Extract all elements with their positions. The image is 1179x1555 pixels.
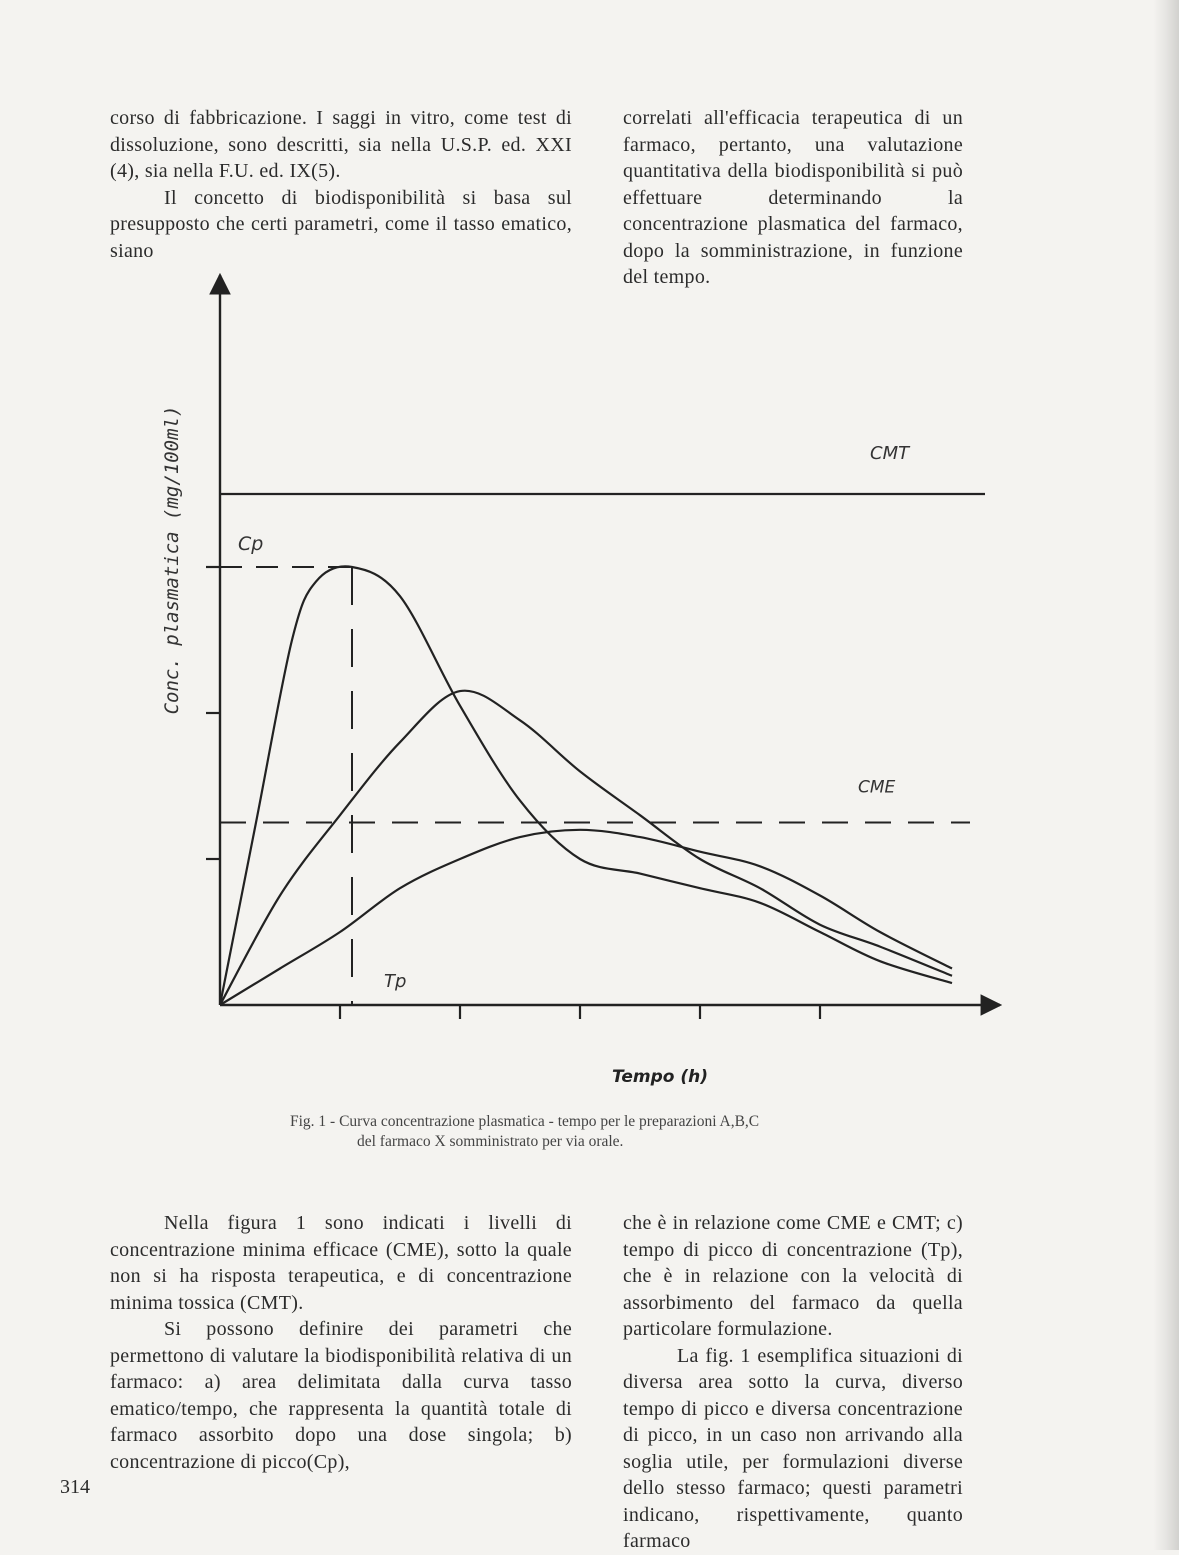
- concentration-time-chart: [150, 260, 1010, 1100]
- cme-label: CME: [858, 777, 896, 798]
- paragraph: corso di fabbricazione. I saggi in vitro, come test di dissoluzione, sono descritti, sia nella U.S.P. ed. XXI (4), sia nella F.U. ed. IX(5).: [110, 107, 572, 182]
- bottom-left-column: [110, 1210, 572, 1475]
- paragraph: La fig. 1 esemplifica situazioni di diversa area sotto la curva, diverso tempo di picco e diversa concentrazione di picco, in un caso non arrivando alla soglia utile, per formulazioni diverse dello stesso farmaco; questi parametri indicano, rispettivamente, quanto farmaco: [623, 1344, 963, 1552]
- cp-label: Cp: [238, 533, 264, 555]
- paragraph: Nella figura 1 sono indicati i livelli di concentrazione minima efficace (CME), sotto la quale non si ha risposta terapeutica, e di concentrazione minima tossica (CMT).: [110, 1212, 572, 1314]
- x-ticks: [340, 1005, 820, 1019]
- x-axis-label: Tempo (h): [611, 1067, 709, 1087]
- paragraph: Il concetto di biodisponibilità si basa sul presupposto che certi parametri, come il tasso ematico, siano: [110, 186, 572, 262]
- page-number: 314: [60, 1476, 90, 1498]
- tp-label: Tp: [384, 971, 407, 992]
- reference-lines: [220, 494, 985, 1005]
- top-left-column: [110, 105, 572, 264]
- curve-b: [220, 691, 952, 1005]
- page-edge-shadow: [1153, 0, 1179, 1550]
- figure-caption: [290, 1112, 910, 1152]
- bottom-right-column: [623, 1210, 963, 1555]
- curves: [220, 566, 952, 1005]
- cmt-label: CMT: [870, 443, 910, 464]
- paragraph: correlati all'efficacia terapeutica di un farmaco, pertanto, una valutazione quantitativa della biodisponibilità si può effettuare determinando la concentrazione plasmatica del farmaco, dopo la somministrazione, in funzione del tempo.: [623, 107, 963, 288]
- paragraph: Si possono definire dei parametri che permettono di valutare la biodisponibilità relativa di un farmaco: a) area delimitata dalla curva tasso ematico/tempo, che rappresenta la quantità totale di farmaco assorbito dopo una dose singola; b) concentrazione di picco(Cp),: [110, 1318, 572, 1473]
- curve-c: [220, 830, 952, 1005]
- caption-line-2: del farmaco X somministrato per via orale.: [357, 1133, 624, 1150]
- caption-line-1: Fig. 1 - Curva concentrazione plasmatica - tempo per le preparazioni A,B,C: [290, 1113, 760, 1130]
- reference-labels: [238, 443, 911, 992]
- paragraph: che è in relazione come CME e CMT; c) tempo di picco di concentrazione (Tp), che è in relazione con la velocità di assorbimento del farmaco da quella particolare formulazione.: [623, 1212, 963, 1340]
- figure-1: [150, 260, 1010, 1100]
- y-axis-label: Conc. plasmatica (mg/100ml): [161, 405, 183, 715]
- y-ticks: [206, 567, 220, 859]
